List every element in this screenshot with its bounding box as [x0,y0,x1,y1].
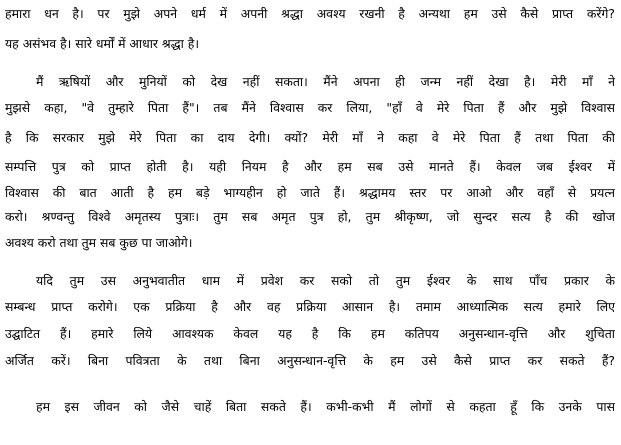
paragraph-2-line-1: मैं ऋषियों और मुनियों को देख नहीं सकता। मैंने अपना ही जन्म नहीं देखा है। मेरी माँ ने [36,74,615,89]
paragraph-3-line-2: सम्बन्ध प्राप्त करोगे। एक प्रक्रिया है और वह प्रक्रिया आसान है। तमाम आध्यात्मिक सत्य हमारे लिए [5,299,615,314]
paragraph-3-line-1: यदि तुम उस अनुभवातीत धाम में प्रवेश कर सको तो तुम ईश्वर के साथ पाँच प्रकार के [36,273,615,288]
paragraph-2-line-4: सम्पत्ति पुत्र को प्राप्त होती है। यही नियम है और हम सब उसे मानते हैं। केवल जब ईश्वर में [5,159,615,174]
paragraph-2-line-3: है कि सरकार मुझे मेरे पिता का दाय देगी। क्यों? मेरी माँ ने कहा वे मेरे पिता हैं तथा पिता की [5,130,615,145]
paragraph-2-line-7: अवश्य करो तथा तुम सब कुछ पा जाओगे। [5,235,193,250]
paragraph-1-line-2: यह असंभव है। सारे धर्मों में आधार श्रद्धा है। [5,36,200,51]
paragraph-4-line-1: हम इस जीवन को जैसे चाहें बिता सकते हैं। कभी-कभी मैं लोगों से कहता हूँ कि उनके पास [36,399,615,414]
paragraph-2-line-5: विश्वास की बात आती है हम बड़े भाग्यहीन हो जाते हैं। श्रद्धामय स्तर पर आओ और वहाँ से प्रयत्न [5,185,615,200]
paragraph-3-line-4: अर्जित करें। बिना पवित्रता के तथा बिना अनुसन्धान-वृत्ति के हम उसे कैसे प्राप्त कर सकते हैं? [5,353,615,368]
paragraph-2-line-2: मुझसे कहा, "वे तुम्हारे पिता हैं"। तब मैंने विश्वास कर लिया, "हाँ वे मेरे पिता हैं और मुझे विश्वास [5,100,615,115]
paragraph-3-line-3: उद्घाटित हैं। हमारे लिये आवश्यक केवल यह है कि हम कतिपय अनुसन्धान-वृत्ति और शुचिता [5,326,615,341]
paragraph-1-line-1: हमारा धन है। पर मुझे अपने धर्म में अपनी श्रद्धा अवश्य रखनी है अन्यथा हम उसे कैसे प्राप्त करेंगे? [5,6,615,21]
paragraph-2-line-6: करो। श्रण्वन्तु विश्वे अमृतस्य पुत्राः। तुम सब अमृत पुत्र हो, तुम श्रीकृष्ण, जो सुन्दर सत्य है की खोज [5,209,615,224]
